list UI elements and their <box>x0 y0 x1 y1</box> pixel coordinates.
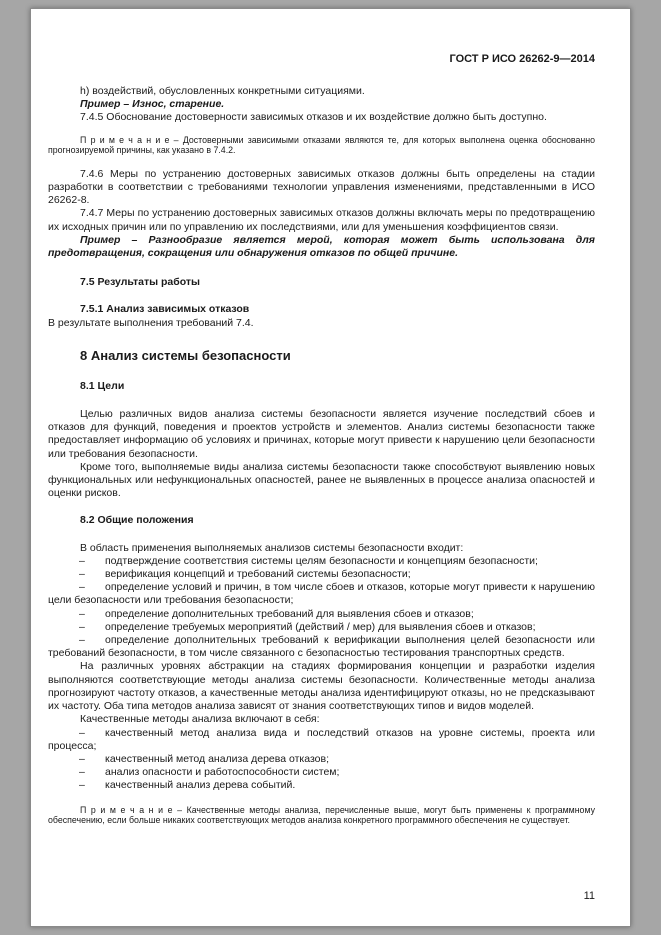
list-dash: – <box>79 752 85 765</box>
list-dash: – <box>79 568 85 581</box>
paragraph-7-4-7: 7.4.7 Меры по устранению достоверных зависимых отказов должны включать меры по предотвращению их исходных причин или по управлению их последствиями, или для уменьшения коэффициентов связи. <box>48 207 595 233</box>
page-number: 11 <box>583 890 595 902</box>
list-item-text: качественный анализ дерева событий. <box>105 779 296 792</box>
note-2: П р и м е ч а н и е – Качественные методы анализа, перечисленные выше, могут быть применены к программному обеспечению, если больше никаких соответствующих методов анализа конкретного программного обеспечения не существует. <box>48 804 595 826</box>
heading-8-2: 8.2 Общие положения <box>80 514 194 527</box>
paragraph-8-1-hazards: Кроме того, выполняемые виды анализа системы безопасности также способствуют выявлению новых функциональных или нефункциональных опасностей, ранее не выявленных в процессе анализа опасностей и оценки рисков. <box>48 460 595 500</box>
paragraph-7-4-6: 7.4.6 Меры по устранению достоверных зависимых отказов должны быть определены на стадии разработки в соответствии с требованиями технологии управления изменениями, представленными в ИСО 26262-8. <box>48 167 595 207</box>
paragraph-7-4-5: 7.4.5 Обоснование достоверности зависимых отказов и их воздействие должно быть доступно. <box>80 111 547 124</box>
heading-7-5: 7.5 Результаты работы <box>80 276 200 289</box>
list-item-text: качественный метод анализа дерева отказов; <box>105 752 329 765</box>
list-item-text: анализ опасности и работоспособности систем; <box>105 766 340 779</box>
paragraph-7-5-1: В результате выполнения требований 7.4. <box>48 316 254 329</box>
example-diversity: Пример – Разнообразие является мерой, которая может быть использована для предотвращения, сокращения или обнаружения отказов по общей причине. <box>48 233 595 260</box>
list-dash: – <box>79 779 85 792</box>
chapter-heading-8: 8 Анализ системы безопасности <box>80 347 291 363</box>
list-item <box>48 634 595 660</box>
doc-header: ГОСТ Р ИСО 26262-9—2014 <box>449 53 595 65</box>
list-item-text: определение требуемых мероприятий (действий / мер) для выявления сбоев и отказов; <box>105 620 536 633</box>
list-item-text: определение дополнительных требований для выявления сбоев и отказов; <box>105 607 474 620</box>
list-item <box>48 621 595 634</box>
list-item <box>48 766 595 779</box>
list-item-text: подтверждение соответствия системы целям безопасности и концепциям безопасности; <box>105 554 538 567</box>
paragraph-item-h: h) воздействий, обусловленных конкретными ситуациями. <box>80 85 365 97</box>
list-item <box>48 727 595 753</box>
list-dash: – <box>79 620 85 633</box>
list-item-text: верификация концепций и требований системы безопасности; <box>105 568 411 581</box>
note-1: П р и м е ч а н и е – Достоверными зависимыми отказами являются те, для которых выполнена оценка обоснованно прогнозируемой причины, как указано в 7.4.2. <box>48 134 595 156</box>
paragraph-8-2-qualitative: Качественные методы анализа включают в себя: <box>80 713 320 726</box>
list-item-text: определение дополнительных требований к верификации выполнения целей безопасности или требований безопасности, в том числе связанного с безопасностью тестирования транспортных средств. <box>48 634 595 660</box>
paragraph-8-2-methods: На различных уровнях абстракции на стадиях формирования концепции и разработки изделия выполняются соответствующие методы анализа системы безопасности. Количественные методы анализа прогнозируют частоту отказов, а качественные методы анализа идентифицируют отказы, но не предсказывают их частоту. Оба типа методов анализа зависят от знания соответствующих типов и видов моделей. <box>48 660 595 713</box>
list-item <box>48 608 595 621</box>
paragraph-8-1-goals: Целью различных видов анализа системы безопасности является изучение последствий сбоев и отказов для функций, поведения и проектов устройств и элементов. Анализ системы безопасности также предоставляет информацию об условиях и причинах, которые могут привести к нарушению цели безопасности или требования безопасности. <box>48 408 595 460</box>
list-item <box>48 779 595 792</box>
document-page <box>30 8 631 927</box>
document-body <box>48 85 595 826</box>
list-dash: – <box>79 634 85 647</box>
list-dash: – <box>79 607 85 620</box>
list-item-text: определение условий и причин, в том числе сбоев и отказов, которые могут привести к нарушению цели безопасности или требования безопасности; <box>48 581 595 607</box>
heading-8-1: 8.1 Цели <box>80 379 125 392</box>
list-item-text: качественный метод анализа вида и последствий отказов на уровне системы, проекта или процесса; <box>48 726 595 752</box>
example-wear: Пример – Износ, старение. <box>80 98 225 111</box>
list-item <box>48 581 595 607</box>
list-dash: – <box>79 726 85 739</box>
list-item <box>48 555 595 568</box>
list-dash: – <box>79 554 85 567</box>
paragraph-8-2-intro: В область применения выполняемых анализов системы безопасности входит: <box>80 541 464 554</box>
heading-7-5-1: 7.5.1 Анализ зависимых отказов <box>80 303 250 316</box>
list-dash: – <box>79 766 85 779</box>
list-dash: – <box>79 581 85 594</box>
list-item <box>48 753 595 766</box>
list-item <box>48 568 595 581</box>
